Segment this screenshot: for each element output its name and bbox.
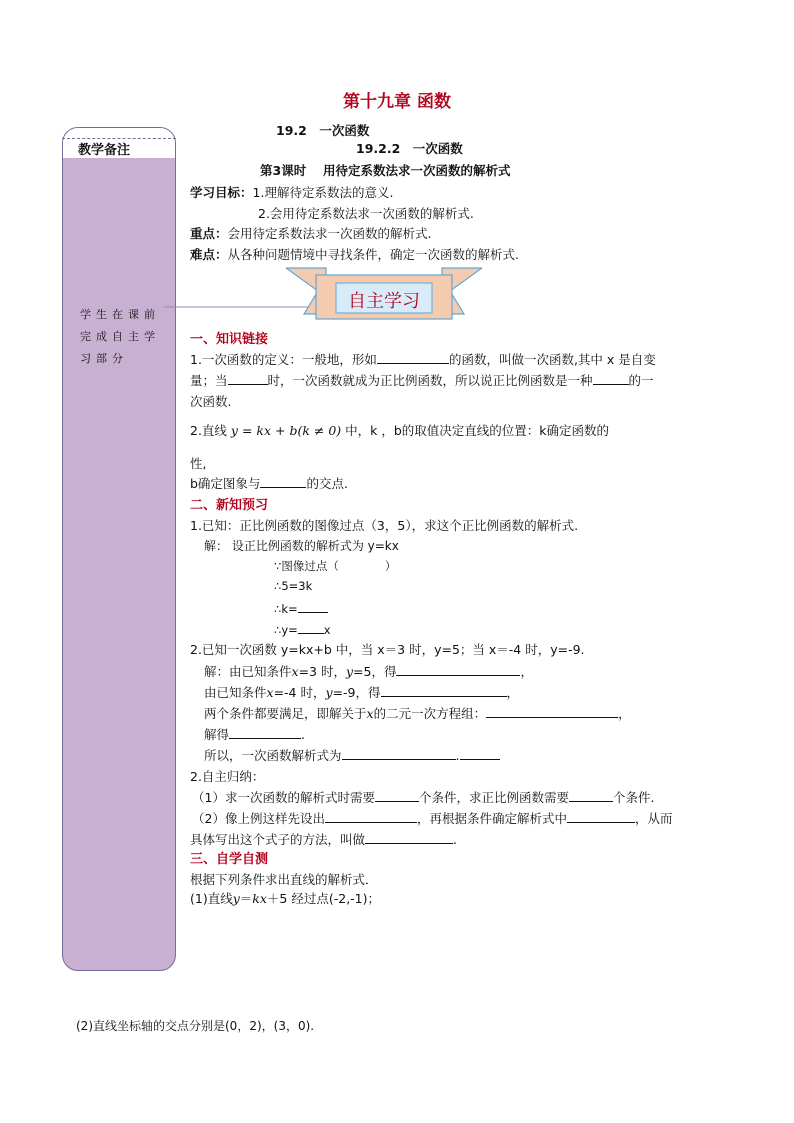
s2-p3: 2.自主归纳：: [190, 769, 265, 784]
objective-2: 2.会用待定系数法求一次函数的解析式.: [258, 206, 474, 221]
s3-intro: 根据下列条件求出直线的解析式．: [190, 872, 378, 887]
section-heading: 19.2 一次函数: [276, 123, 370, 138]
key-point-label: 重点：: [190, 226, 228, 241]
s2-p2: 2.已知一次函数 y=kx+b 中，当 x＝3 时，y=5；当 x＝-4 时，y=-9.: [190, 642, 585, 657]
key-point-text: 会用待定系数法求一次函数的解析式.: [227, 226, 432, 241]
s2-p1: 1.已知：正比例函数的图像过点（3，5），求这个正比例函数的解析式.: [190, 518, 579, 533]
s2-p2-line4: 解得 .: [204, 727, 305, 742]
sidebar-title: 教学备注: [78, 143, 131, 158]
difficult-point-text: 从各种问题情境中寻找条件，确定一次函数的解析式.: [227, 247, 519, 262]
s2-p2-line5: 所以，一次函数解析式为 .: [204, 746, 500, 764]
s1-q2-line2: 性,: [190, 456, 207, 471]
s2-p2-line3: 两个条件都要满足，即解关于x的二元一次方程组： ，: [204, 706, 631, 721]
banner-text: 自主学习: [348, 291, 420, 312]
s2-p2-line1: 解：由已知条件x=3 时，y=5，得 ，: [204, 664, 533, 679]
section1-title: 一、知识链接: [190, 332, 269, 347]
s2-p3-line1: （1）求一次函数的解析式时需要 个条件，求正比例函数需要 个条件.: [192, 790, 655, 805]
s1-q1-line2: 量；当 时，一次函数就成为正比例函数，所以说正比例函数是一种 的一: [190, 373, 654, 388]
s2-p1-step4: ∴y= x: [274, 623, 331, 637]
sidebar-panel: [62, 127, 176, 971]
objectives-line1: [190, 183, 393, 201]
s2-p3-line2: （2）像上例这样先设出 ，再根据条件确定解析式中 ，从而: [192, 811, 673, 826]
s1-q2-line3: b确定图象与 的交点.: [190, 476, 348, 491]
s1-q1-line3: 次函数.: [190, 394, 232, 409]
chapter-title: 第十九章 函数: [343, 92, 451, 112]
difficult-point: [190, 245, 519, 263]
s3-q2: (2)直线坐标轴的交点分别是(0，2)，(3，0).: [76, 1019, 315, 1033]
sidebar-note: 学生在课前完成自主学习部分: [80, 308, 160, 365]
s1-q1-line1: 1.一次函数的定义：一般地，形如 的函数，叫做一次函数,其中 x 是自变: [190, 352, 656, 367]
s3-q1: (1)直线y＝kx＋5 经过点(-2,-1)；: [190, 891, 381, 906]
section3-title: 三、自学自测: [190, 852, 269, 867]
s2-p1-step1: ∵图像过点（ ）: [274, 559, 397, 573]
s2-p1-step2: ∴5=3k: [274, 579, 313, 593]
s2-p2-line2: 由已知条件x=-4 时，y=-9，得 ，: [204, 685, 520, 700]
s2-p3-line3: 具体写出这个式子的方法，叫做 .: [190, 832, 457, 847]
objective-1: 1.理解待定系数法的意义.: [252, 185, 394, 200]
objectives-label: 学习目标：: [190, 185, 253, 200]
s2-p1-step3: ∴k=: [274, 600, 328, 616]
subsection-heading: 19.2.2 一次函数: [356, 141, 463, 156]
s1-q2-line1: 2.直线 y = kx + b(k ≠ 0) 中，k ，b的取值决定直线的位置：k确定函数的: [190, 423, 610, 438]
key-point: [190, 224, 432, 242]
section2-title: 二、新知预习: [190, 498, 269, 513]
lesson-heading: 第3课时 用待定系数法求一次函数的解析式: [260, 163, 511, 178]
difficult-point-label: 难点：: [190, 247, 228, 262]
s2-p1-solution: 解： 设正比例函数的解析式为 y=kx: [204, 539, 399, 553]
